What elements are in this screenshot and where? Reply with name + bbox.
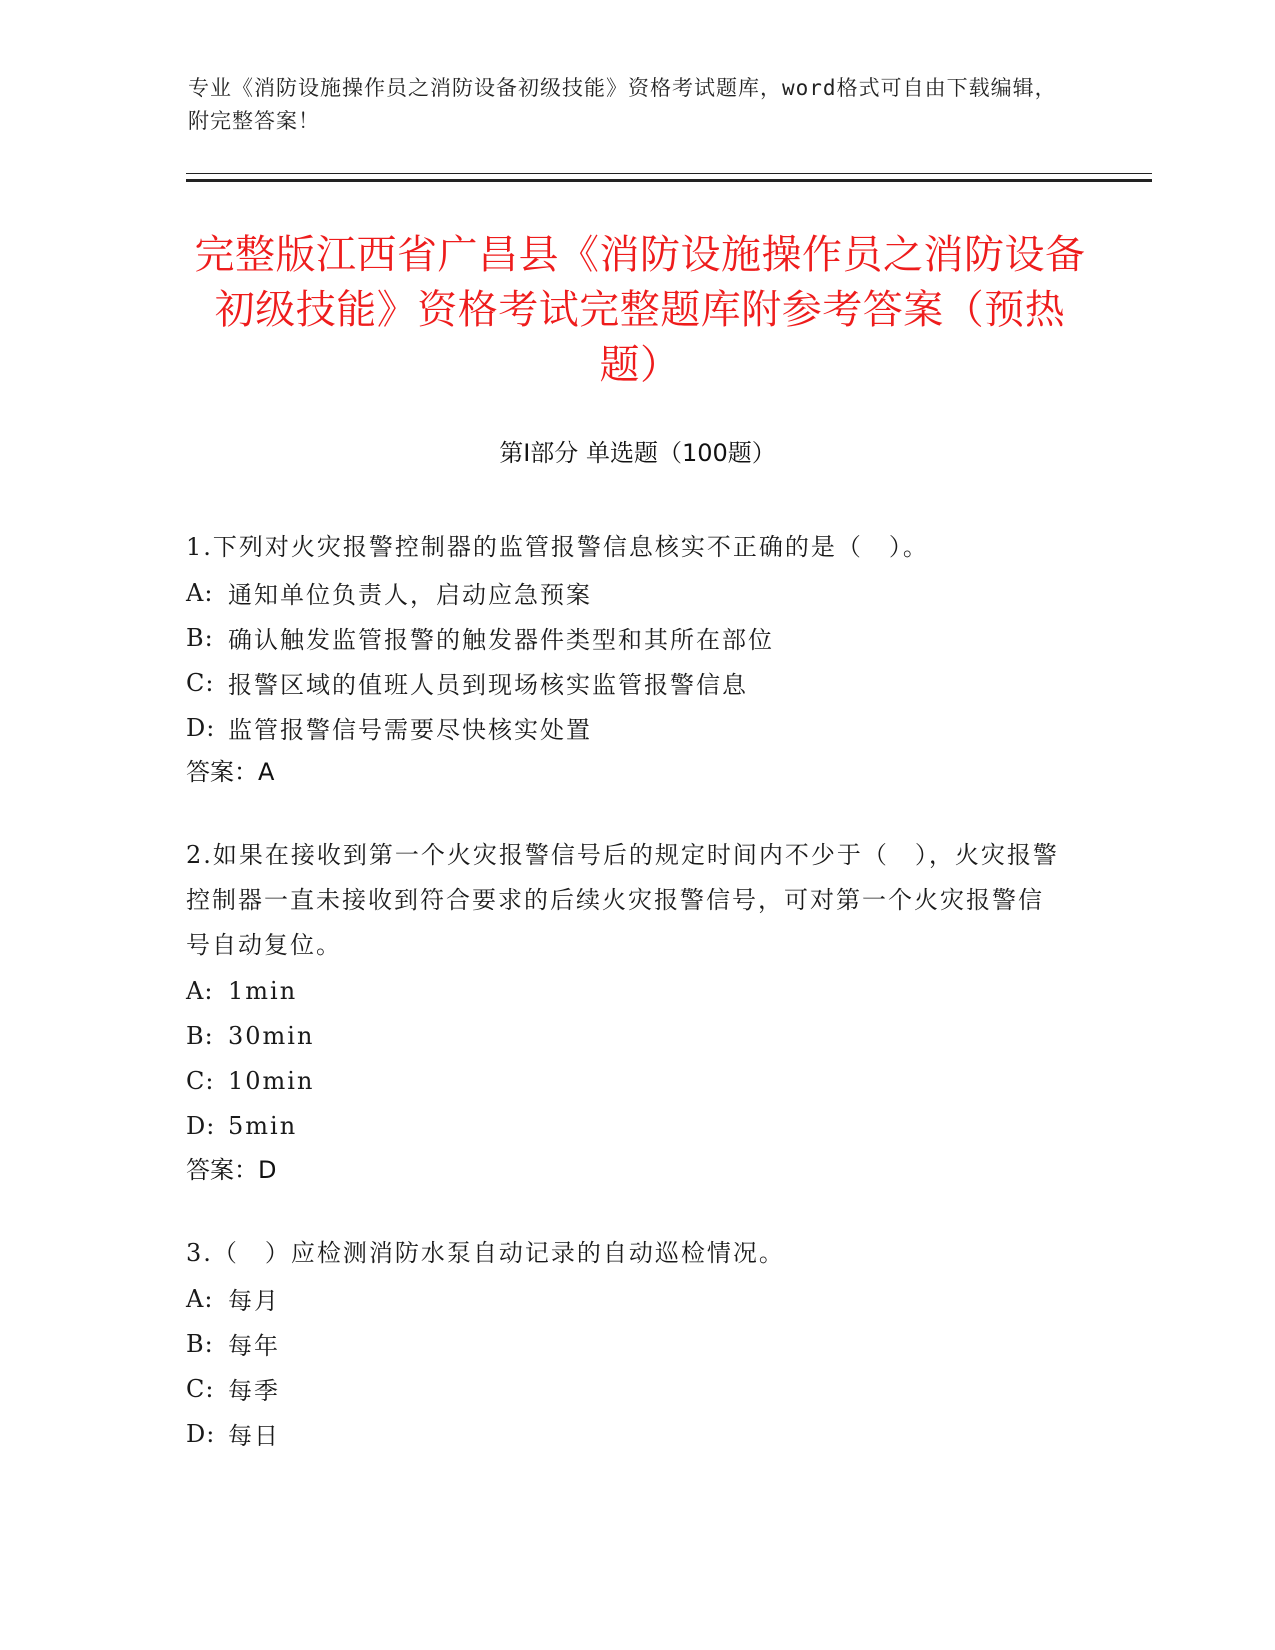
option-letter: B: — [186, 1021, 214, 1050]
header-divider-thin — [186, 173, 1152, 174]
header-note: 专业《消防设施操作员之消防设备初级技能》资格考试题库，word格式可自由下载编辑，附完整答案！ — [188, 76, 1057, 133]
question-stem: 2.如果在接收到第一个火灾报警信号后的规定时间内不少于（ ），火灾报警控制器一直未接收到符合要求的后续火灾报警信号，可对第一个火灾报警信号自动复位。 — [186, 841, 1059, 959]
option-b — [186, 1321, 1066, 1366]
option-text: 报警区域的值班人员到现场核实监管报警信息 — [228, 671, 748, 699]
question-3 — [186, 1231, 1066, 1456]
option-letter: A: — [186, 578, 214, 607]
option-a — [186, 570, 1066, 615]
option-letter: A: — [186, 976, 214, 1005]
option-a — [186, 968, 1066, 1013]
option-text: 确认触发监管报警的触发器件类型和其所在部位 — [228, 626, 774, 654]
option-letter: A: — [186, 1284, 214, 1313]
option-letter: C: — [186, 1374, 215, 1403]
option-c — [186, 660, 1066, 705]
option-letter: D: — [186, 713, 216, 742]
question-2 — [186, 833, 1066, 1193]
option-text: 每季 — [228, 1377, 280, 1405]
question-list — [186, 525, 1066, 1494]
option-d — [186, 1103, 1066, 1148]
option-text: 每年 — [228, 1332, 280, 1360]
section-heading: 第Ⅰ部分 单选题（100题） — [499, 439, 776, 467]
option-d — [186, 705, 1066, 750]
header-divider-thick — [186, 179, 1152, 182]
option-letter: C: — [186, 668, 215, 697]
option-letter: B: — [186, 623, 214, 652]
option-letter: D: — [186, 1111, 216, 1140]
question-stem: 1.下列对火灾报警控制器的监管报警信息核实不正确的是（ ）。 — [186, 533, 929, 561]
option-letter: B: — [186, 1329, 214, 1358]
option-text: 监管报警信号需要尽快核实处置 — [228, 716, 592, 744]
document-title: 完整版江西省广昌县《消防设施操作员之消防设备初级技能》资格考试完整题库附参考答案（预热题） — [194, 232, 1086, 388]
option-text: 1min — [228, 976, 298, 1005]
option-b — [186, 615, 1066, 660]
option-text: 每日 — [228, 1422, 280, 1450]
option-text: 30min — [228, 1021, 315, 1050]
option-letter: C: — [186, 1066, 215, 1095]
option-b — [186, 1013, 1066, 1058]
answer-line: 答案：A — [186, 758, 275, 786]
option-text: 通知单位负责人，启动应急预案 — [228, 581, 592, 609]
question-1 — [186, 525, 1066, 795]
option-text: 5min — [228, 1111, 298, 1140]
option-c — [186, 1058, 1066, 1103]
answer-line: 答案：D — [186, 1156, 277, 1184]
option-a — [186, 1276, 1066, 1321]
option-c — [186, 1366, 1066, 1411]
option-d — [186, 1411, 1066, 1456]
question-stem: 3.（ ）应检测消防水泵自动记录的自动巡检情况。 — [186, 1239, 785, 1267]
option-letter: D: — [186, 1419, 216, 1448]
option-text: 每月 — [228, 1287, 280, 1315]
option-text: 10min — [228, 1066, 315, 1095]
